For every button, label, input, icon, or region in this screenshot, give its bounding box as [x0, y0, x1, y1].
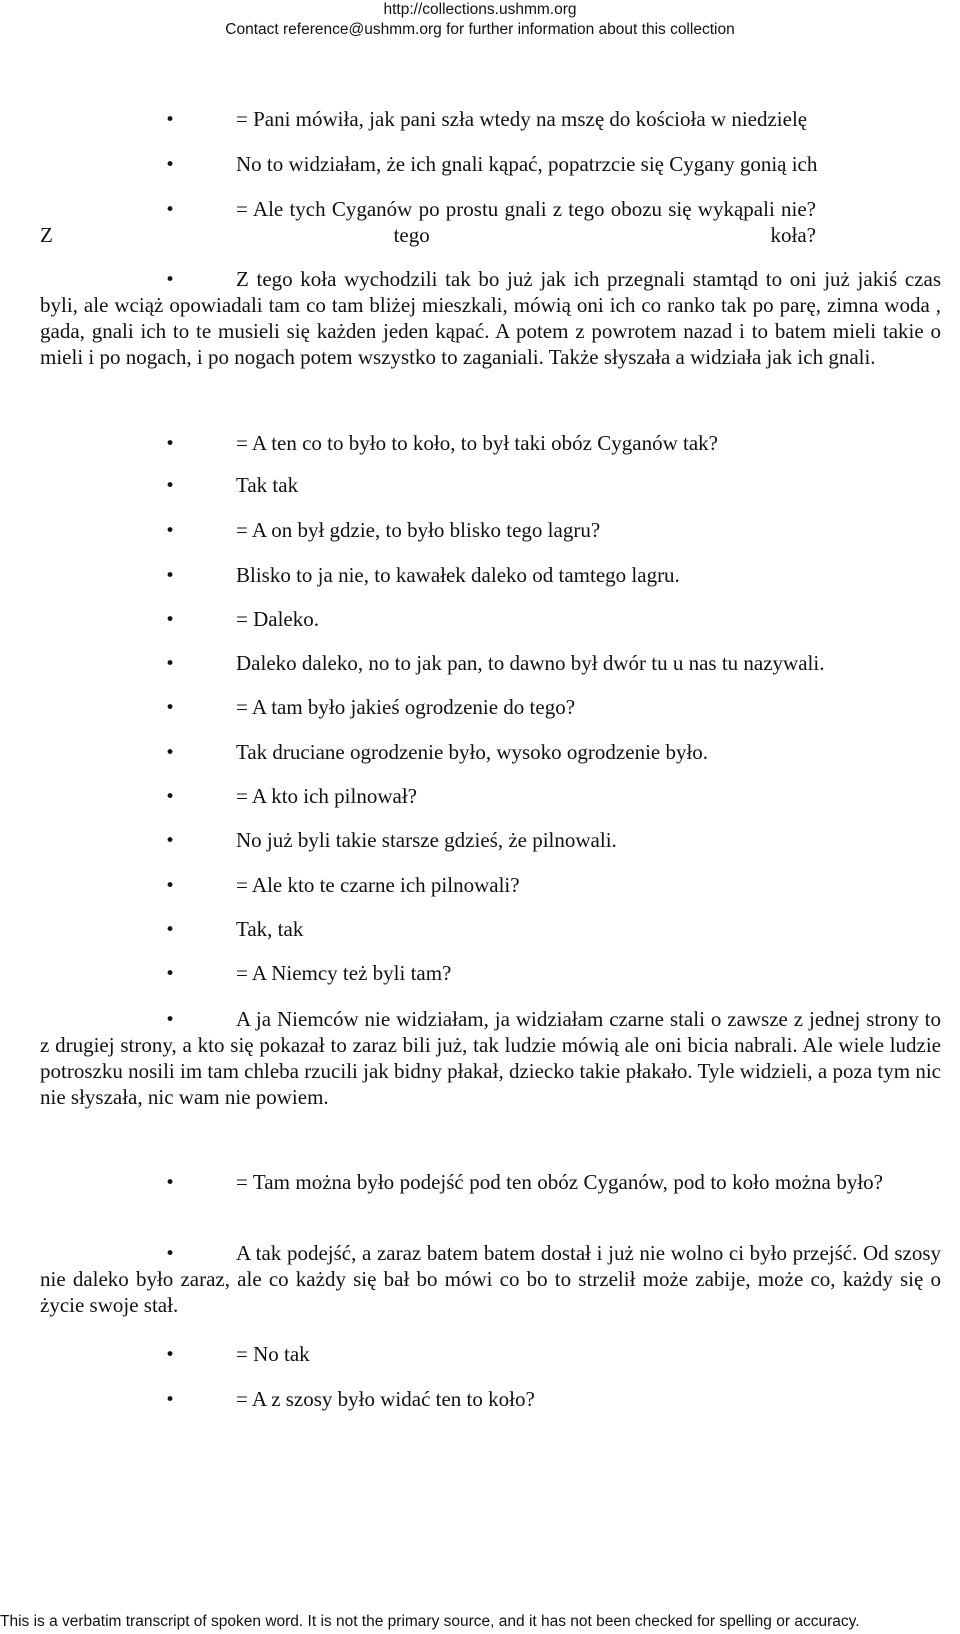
bullet-icon: •	[165, 743, 176, 763]
transcript-paragraph	[40, 266, 941, 370]
transcript-line: = Ale kto te czarne ich pilnowali?	[236, 873, 520, 897]
bullet-icon: •	[165, 155, 176, 175]
transcript-line: = Pani mówiła, jak pani szła wtedy na mszę do kościoła w niedzielę	[236, 107, 808, 131]
bullet-icon: •	[165, 1244, 176, 1264]
transcript-line: Tak tak	[236, 473, 299, 497]
transcript-line: No to widziałam, że ich gnali kąpać, popatrzcie się Cygany gonią ich	[236, 152, 818, 176]
transcript-line: = A Niemcy też byli tam?	[236, 961, 452, 985]
bullet-icon: •	[165, 920, 176, 940]
transcript-paragraph	[40, 1006, 941, 1110]
bullet-icon: •	[165, 831, 176, 851]
bullet-icon: •	[165, 698, 176, 718]
bullet-icon: •	[165, 434, 176, 454]
bullet-icon: •	[165, 787, 176, 807]
bullet-icon: •	[165, 610, 176, 630]
transcript-line: Daleko daleko, no to jak pan, to dawno był dwór tu u nas tu nazywali.	[236, 651, 825, 675]
bullet-icon: •	[165, 110, 176, 130]
contact-line: Contact reference@ushmm.org for further information about this collection	[225, 21, 735, 38]
transcript-line: = Daleko.	[236, 607, 319, 631]
transcript-line: = A on był gdzie, to było blisko tego lagru?	[236, 518, 601, 542]
transcript-line: = A tam było jakieś ogrodzenie do tego?	[236, 695, 576, 719]
bullet-icon: •	[165, 1010, 176, 1030]
transcript-text: A ja Niemców nie widziałam, ja widziałam czarne stali o zawsze z jednej strony to z drugiej strony, a kto się pokazał to zaraz bili już, tak ludzie mówią ale oni bicia nabrali. Ale wiele ludzie potroszku nosili im tam chleba rzucili jak bidny płakał, dziecko takie płakało. Tyle widzieli, a poza tym nic nie słyszała, nic wam nie powiem.	[40, 1007, 941, 1109]
transcript-text: Z tego koła wychodzili tak bo już jak ich przegnali stamtąd to oni już jakiś czas byli, ale wciąż opowiadali tam co tam bliżej mieszkali, mówią oni ich co ranko tak po parę, zimna woda , gada, gnali ich to te musieli się każden jeden kąpać. A potem z powrotem nazad i to batem mieli takie o mieli i po nogach, i po nogach potem wszystko to zaganiali. Także słyszała a widziała jak ich gnali.	[40, 267, 941, 369]
bullet-icon: •	[165, 1390, 176, 1410]
transcript-paragraph	[40, 1240, 941, 1318]
transcript-text: = Ale tych Cyganów po prostu gnali z tego obozu się wykąpali nie? Z tego koła?	[40, 197, 816, 247]
bullet-icon: •	[165, 200, 176, 220]
transcript-line: Tak druciane ogrodzenie było, wysoko ogrodzenie było.	[236, 740, 709, 764]
transcript-line: = A ten co to było to koło, to był taki obóz Cyganów tak?	[236, 431, 718, 455]
bullet-icon: •	[165, 476, 176, 496]
transcript-line: Tak, tak	[236, 917, 304, 941]
transcript-paragraph	[40, 1169, 941, 1195]
transcript-paragraph	[40, 196, 941, 248]
transcript-text: A tak podejść, a zaraz batem batem dostał i już nie wolno ci było przejść. Od szosy nie daleko było zaraz, ale co każdy się bał bo mówi co bo to strzelił może zabije, może co, każdy się o życie swoje stał.	[40, 1241, 941, 1317]
bullet-icon: •	[165, 1345, 176, 1365]
transcript-line: = A kto ich pilnował?	[236, 784, 417, 808]
bullet-icon: •	[165, 521, 176, 541]
collection-url: http://collections.ushmm.org	[383, 1, 577, 18]
transcript-line: = A z szosy było widać ten to koło?	[236, 1387, 535, 1411]
disclaimer-footer: This is a verbatim transcript of spoken word. It is not the primary source, and it has not been checked for spelling or accuracy.	[0, 1613, 860, 1630]
bullet-icon: •	[165, 1173, 176, 1193]
bullet-icon: •	[165, 566, 176, 586]
transcript-line: Blisko to ja nie, to kawałek daleko od tamtego lagru.	[236, 563, 680, 587]
transcript-text: = Tam można było podejść pod ten obóz Cyganów, pod to koło można było?	[236, 1170, 883, 1194]
transcript-line: = No tak	[236, 1342, 310, 1366]
bullet-icon: •	[165, 964, 176, 984]
bullet-icon: •	[165, 270, 176, 290]
bullet-icon: •	[165, 876, 176, 896]
bullet-icon: •	[165, 654, 176, 674]
transcript-line: No już byli takie starsze gdzieś, że pilnowali.	[236, 828, 617, 852]
